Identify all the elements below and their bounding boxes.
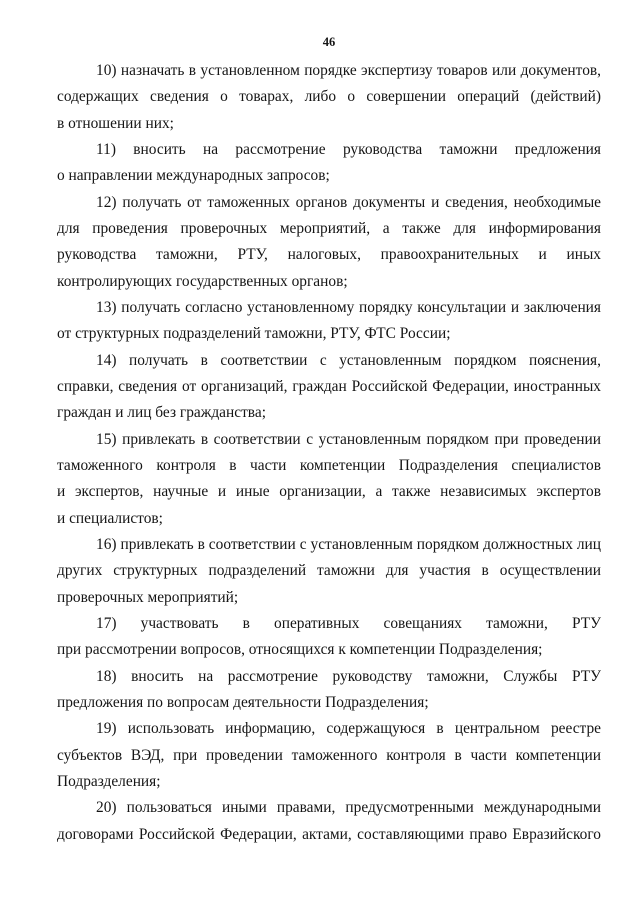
text-line: и специалистов; — [57, 509, 163, 527]
text-line: от структурных подразделений таможни, РТУ, ФТС России; — [57, 325, 451, 343]
paragraph — [57, 716, 601, 795]
text-line: при рассмотрении вопросов, относящихся к компетенции Подразделения; — [57, 641, 543, 659]
paragraph — [57, 795, 601, 848]
text-line: контролирующих государственных органов; — [57, 272, 348, 290]
text-line: проверочных мероприятий; — [57, 588, 239, 606]
text-line: 17) участвовать в оперативных совещаниях таможни, РТУ — [96, 614, 601, 632]
text-line: 16) привлекать в соответствии с установленным порядком должностных лиц — [96, 535, 601, 553]
text-line: Подразделения; — [57, 772, 161, 790]
paragraph — [57, 295, 601, 348]
text-line: граждан и лиц без гражданства; — [57, 404, 266, 422]
text-line: о направлении международных запросов; — [57, 167, 330, 185]
text-line: 15) привлекать в соответствии с установленным порядком при проведении — [96, 430, 601, 448]
page-number: 46 — [322, 35, 336, 49]
text-line: 14) получать в соответствии с установленным порядком пояснения, — [96, 351, 601, 369]
text-line: других структурных подразделений таможни для участия в осуществлении — [57, 562, 601, 580]
text-line: для проведения проверочных мероприятий, а также для информирования — [57, 219, 601, 237]
text-line: 13) получать согласно установленному порядку консультации и заключения — [96, 298, 601, 316]
paragraph — [57, 532, 601, 611]
text-line: справки, сведения от организаций, граждан Российской Федерации, иностранных — [57, 377, 601, 395]
text-line: руководства таможни, РТУ, налоговых, правоохранительных и иных — [57, 246, 601, 264]
text-line: договорами Российской Федерации, актами, составляющими право Евразийского — [57, 825, 601, 843]
text-line: 18) вносить на рассмотрение руководству таможни, Службы РТУ — [96, 667, 601, 685]
paragraph — [57, 664, 601, 717]
paragraph — [57, 190, 601, 295]
text-line: 11) вносить на рассмотрение руководства таможни предложения — [96, 140, 601, 158]
text-line: 10) назначать в установленном порядке экспертизу товаров или документов, — [96, 62, 601, 79]
text-line: 12) получать от таможенных органов документы и сведения, необходимые — [96, 193, 601, 211]
text-line: таможенного контроля в части компетенции Подразделения специалистов — [57, 456, 601, 474]
text-line: 19) использовать информацию, содержащуюся в центральном реестре — [96, 720, 601, 738]
text-line: и экспертов, научные и иные организации, а также независимых экспертов — [57, 483, 601, 501]
text-line: предложения по вопросам деятельности Подразделения; — [57, 693, 429, 711]
text-line: 20) пользоваться иными правами, предусмотренными международными — [96, 799, 601, 817]
paragraph — [57, 137, 601, 190]
text-line: в отношении них; — [57, 114, 174, 132]
paragraph — [57, 427, 601, 532]
text-line: содержащих сведения о товарах, либо о совершении операций (действий) — [57, 88, 601, 106]
paragraph — [57, 348, 601, 427]
paragraph — [57, 611, 601, 664]
paragraph — [57, 58, 601, 137]
text-line: субъектов ВЭД, при проведении таможенного контроля в части компетенции — [57, 746, 601, 764]
document-body — [57, 58, 601, 848]
